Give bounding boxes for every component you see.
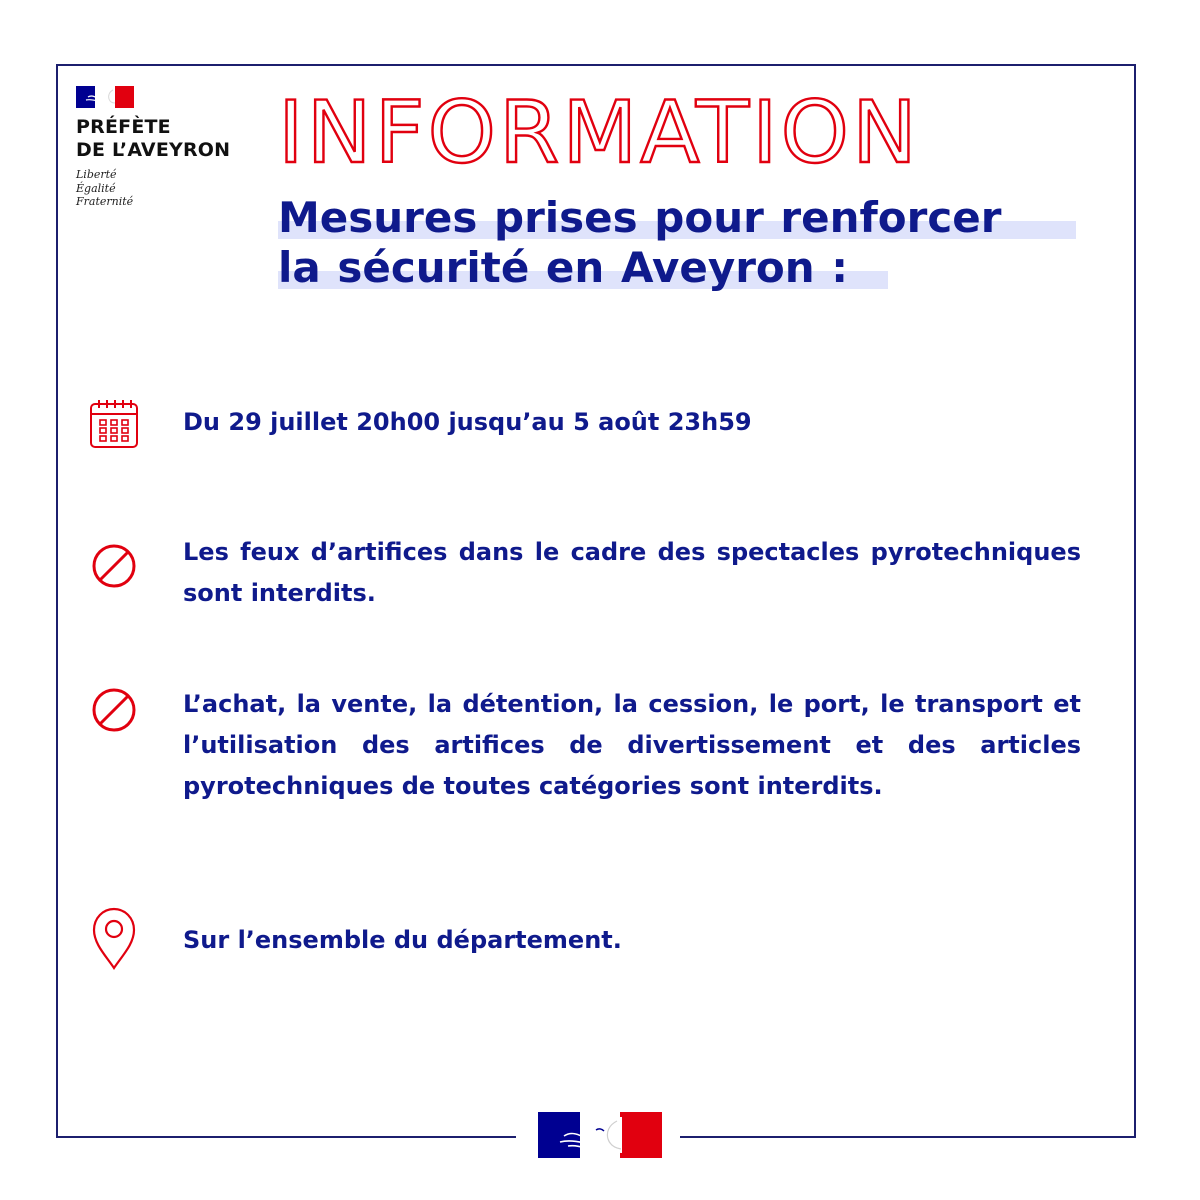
marianne-flag-icon [76,86,134,108]
subtitle-line-1: Mesures prises pour renforcer [278,193,1002,242]
motto-egalite: Égalité [76,181,116,195]
prohibited-icon [88,684,140,736]
list-item-text: L’achat, la vente, la détention, la cession, le port, le transport et l’utilisation des artifices de divertissement et des articles pyrotechniques de toutes catégories sont interdits. [183,690,1081,800]
list-item-text: Les feux d’artifices dans le cadre des spectacles pyrotechniques sont interdits. [183,538,1081,607]
subtitle [278,193,1098,293]
brand-name [76,116,256,162]
information-heading-text: INFORMATION [278,83,920,180]
brand-line-1: PRÉFÈTE [76,116,171,138]
motto-fraternite: Fraternité [76,195,134,208]
marianne-flag-icon [538,1112,662,1158]
frame-border-bottom-right [680,1136,1136,1138]
frame-border-bottom-left [56,1136,516,1138]
subtitle-line-2: la sécurité en Aveyron : [278,243,849,292]
frame-border-left [56,64,58,1138]
prohibited-icon [88,540,140,592]
prefecture-logo [76,86,256,209]
motto [76,168,256,209]
information-heading [276,80,936,180]
list-item-text: Du 29 juillet 20h00 jusqu’au 5 août 23h59 [183,408,752,436]
motto-liberte: Liberté [76,168,117,181]
calendar-icon [88,398,140,450]
brand-line-2: DE L’AVEYRON [76,139,231,161]
frame-border-right [1134,64,1136,1138]
location-pin-icon [88,906,140,972]
frame-border-top [56,64,1136,66]
list-item-text: Sur l’ensemble du département. [183,926,622,954]
